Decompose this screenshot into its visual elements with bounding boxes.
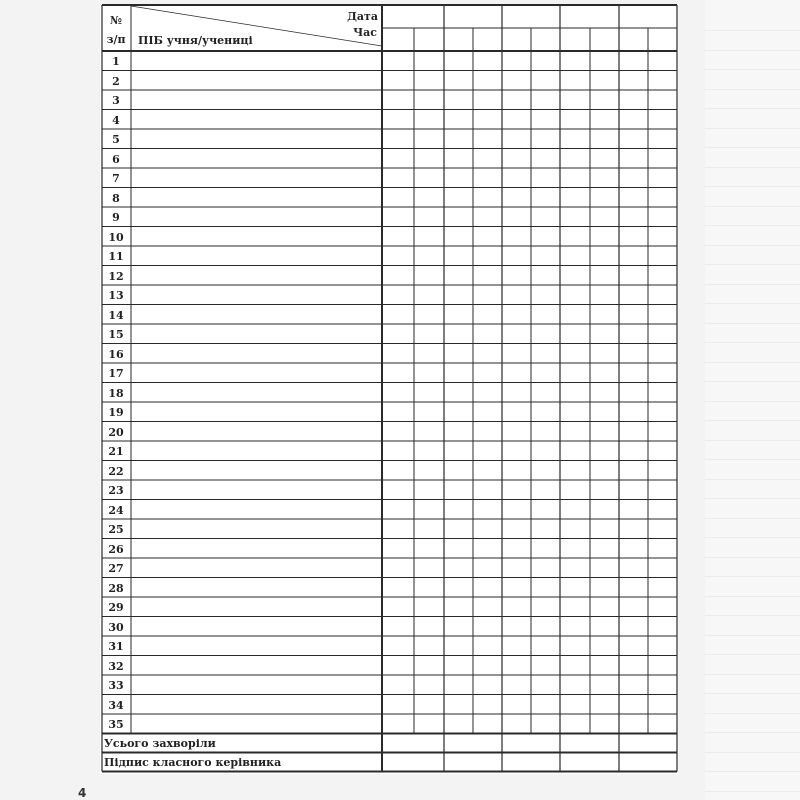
next-page-ruling [705, 537, 800, 538]
row-number: 10 [108, 230, 124, 244]
next-page-ruling [705, 752, 800, 753]
row-number: 34 [108, 698, 124, 712]
row-number: 31 [108, 640, 124, 653]
next-page-ruling [705, 654, 800, 655]
row-number: 9 [112, 211, 120, 224]
row-number: 17 [108, 367, 124, 380]
row-number: 16 [108, 347, 124, 361]
next-page-ruling [705, 791, 800, 792]
next-page-ruling [705, 264, 800, 265]
next-page-ruling [705, 128, 800, 129]
row-number: 4 [112, 113, 120, 127]
row-number: 2 [112, 74, 120, 88]
next-page-ruling [705, 479, 800, 480]
next-page-ruling [705, 615, 800, 616]
next-page-ruling [705, 167, 800, 168]
row-number: 1 [112, 55, 120, 68]
next-page-ruling [705, 245, 800, 246]
row-number: 5 [112, 133, 120, 146]
row-number: 27 [108, 562, 124, 575]
next-page-ruling [705, 674, 800, 675]
row-number: 20 [108, 425, 124, 439]
total-sick-label: Усього захворіли [104, 737, 216, 750]
row-number: 28 [108, 581, 124, 595]
next-page-ruling [705, 635, 800, 636]
row-number: 24 [108, 503, 124, 517]
next-page-ruling [705, 732, 800, 733]
row-number: 22 [108, 464, 124, 478]
number-sign: № [110, 14, 122, 27]
next-page-ruling [705, 693, 800, 694]
row-number: 33 [108, 679, 124, 692]
row-number: 7 [112, 172, 120, 185]
next-page-ruling [705, 303, 800, 304]
next-page-ruling [705, 50, 800, 51]
row-number: 18 [108, 386, 124, 400]
next-page-ruling [705, 440, 800, 441]
next-page-ruling [705, 147, 800, 148]
next-page-ruling [705, 459, 800, 460]
date-label: Дата [347, 10, 378, 23]
next-page-ruling [705, 771, 800, 772]
next-page-ruling [705, 186, 800, 187]
next-page-ruling [705, 89, 800, 90]
next-page-ruling [705, 518, 800, 519]
page-number: 4 [78, 786, 87, 800]
next-page-ruling [705, 342, 800, 343]
next-page-ruling [705, 713, 800, 714]
row-number: 14 [108, 308, 124, 322]
next-page-ruling [705, 401, 800, 402]
row-number: 26 [108, 542, 124, 556]
next-page-ruling [705, 381, 800, 382]
row-number: 13 [108, 289, 124, 302]
row-number: 21 [108, 445, 124, 458]
ordinal-abbreviation: з/п [106, 33, 126, 46]
row-number: 3 [112, 94, 120, 107]
number-column-header [102, 15, 130, 46]
next-page-ruling [705, 108, 800, 109]
next-page-ruling [705, 557, 800, 558]
next-page-ruling [705, 284, 800, 285]
row-number: 35 [108, 718, 124, 731]
name-column-header: ПІБ учня/учениці [138, 34, 253, 47]
row-number: 30 [108, 620, 124, 634]
row-number: 29 [108, 601, 124, 614]
row-number: 23 [108, 484, 124, 497]
teacher-signature-label: Підпис класного керівника [104, 756, 282, 769]
next-page-ruling [705, 30, 800, 31]
next-page-ruling [705, 225, 800, 226]
next-page-ruling [705, 323, 800, 324]
row-number: 6 [112, 152, 120, 166]
row-number: 32 [108, 659, 124, 673]
next-page-ruling [705, 362, 800, 363]
next-page-ruling [705, 576, 800, 577]
row-number: 15 [108, 328, 124, 341]
next-page-ruling [705, 420, 800, 421]
row-number: 12 [108, 269, 124, 283]
row-number: 8 [112, 191, 120, 205]
next-page-ruling [705, 69, 800, 70]
row-number: 11 [108, 250, 124, 263]
next-page-ruling [705, 498, 800, 499]
next-page-ruling [705, 596, 800, 597]
row-number: 19 [108, 406, 124, 419]
next-page-ruling [705, 206, 800, 207]
hour-label: Час [353, 26, 377, 39]
row-number: 25 [108, 523, 124, 536]
